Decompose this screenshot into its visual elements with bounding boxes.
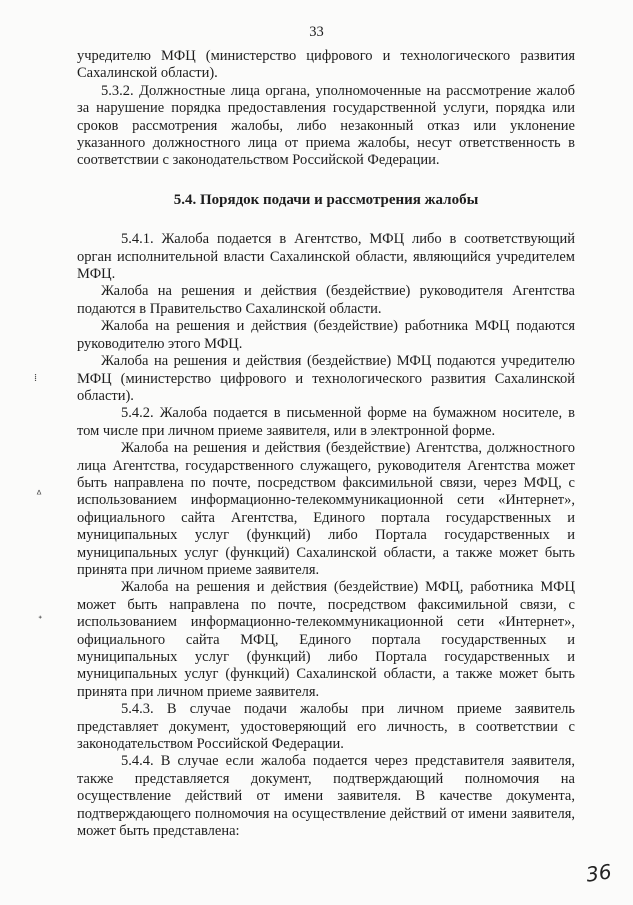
paragraph-continuation: учредителю МФЦ (министерство цифрового и технологического развития Сахалинской области).: [77, 48, 575, 82]
handwritten-page-number: 36: [584, 859, 613, 887]
paragraph-complaint-mfc: Жалоба на решения и действия (бездействие) МФЦ подаются учредителю МФЦ (министерство цифрового и технологического развития Сахалинской области).: [77, 353, 575, 404]
scan-mark: ᐞ: [36, 489, 42, 501]
paragraph-complaint-agency: Жалоба на решения и действия (бездействие) Агентства, должностного лица Агентства, государственного служащего, руководителя Агентства может быть направлена по почте, посредством факсимильной связи, через МФЦ, с использованием информационно-телекоммуникационной сети «Интернет», официального сайта Агентства, Единого портала государственных и муниципальных услуг (функций) либо Портала государственных и муниципальных услуг (функций) Сахалинской области, а также может быть принята при личном приеме заявителя.: [77, 440, 575, 578]
paragraph-complaint-head: Жалоба на решения и действия (бездействие) руководителя Агентства подаются в Правительство Сахалинской области.: [77, 283, 575, 317]
paragraph-5-4-4: 5.4.4. В случае если жалоба подается через представителя заявителя, также представляется документ, подтверждающий полномочия на осуществление действий от имени заявителя. В качестве документа, подтверждающего полномочия на осуществление действий от имени заявителя, может быть представлена:: [77, 753, 575, 840]
scan-mark: ᐩ: [38, 614, 43, 626]
paragraph-complaint-worker: Жалоба на решения и действия (бездействие) работника МФЦ подаются руководителю этого МФЦ.: [77, 318, 575, 352]
paragraph-5-4-1: 5.4.1. Жалоба подается в Агентство, МФЦ либо в соответствующий орган исполнительной власти Сахалинской области, являющийся учредителем МФЦ.: [77, 231, 575, 283]
section-heading-5-4: 5.4. Порядок подачи и рассмотрения жалобы: [173, 191, 479, 208]
paragraph-5-4-3: 5.4.3. В случае подачи жалобы при личном приеме заявитель представляет документ, удостоверяющий его личность, в соответствии с законодательством Российской Федерации.: [77, 701, 575, 753]
paragraph-5-4-2: 5.4.2. Жалоба подается в письменной форме на бумажном носителе, в том числе при личном приеме заявителя, или в электронной форме.: [77, 405, 575, 439]
document-body: [77, 48, 575, 840]
paragraph-complaint-mfc-channels: Жалоба на решения и действия (бездействие) МФЦ, работника МФЦ может быть направлена по почте, посредством факсимильной связи, с использованием информационно-телекоммуникационной сети «Интернет», официального сайта МФЦ, Единого портала государственных и муниципальных услуг (функций) либо Портала государственных и муниципальных услуг (функций) Сахалинской области, а также может быть принята при личном приеме заявителя.: [77, 579, 575, 700]
paragraph-5-3-2: 5.3.2. Должностные лица органа, уполномоченные на рассмотрение жалоб за нарушение порядка предоставления государственной услуги, порядка или сроков рассмотрения жалобы, либо незаконный отказ или уклонение указанного должностного лица от приема жалобы, несут ответственность в соответствии с законодательством Российской Федерации.: [77, 82, 575, 169]
scan-mark: ⁞: [34, 372, 38, 384]
page-number: 33: [309, 24, 324, 40]
